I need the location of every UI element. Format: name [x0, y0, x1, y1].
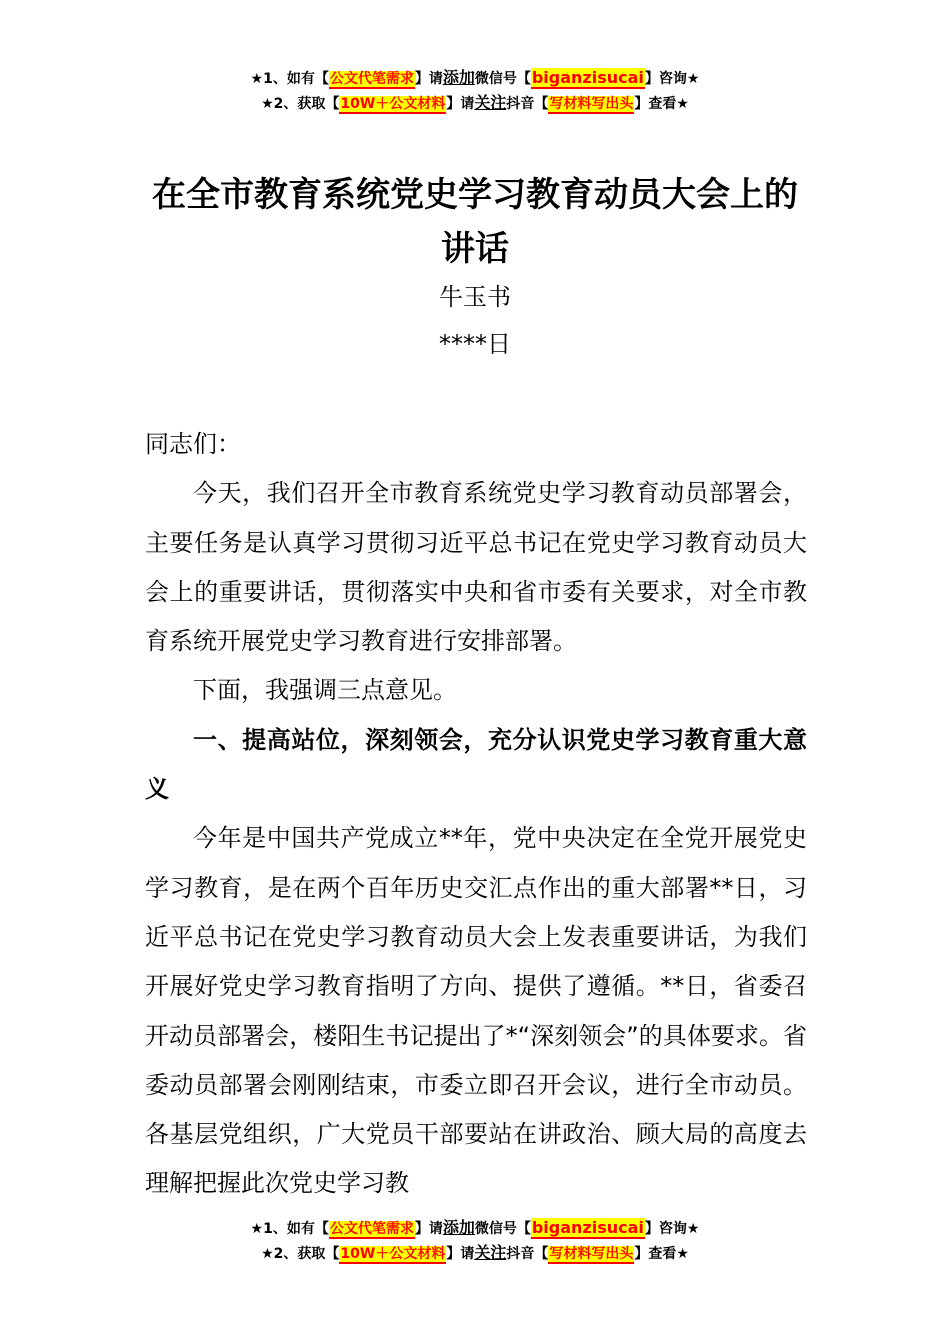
document-title: 在全市教育系统党史学习教育动员大会上的讲话 — [152, 175, 798, 269]
banner-text: 微信号【 — [474, 1221, 531, 1237]
banner-line-1 — [0, 1216, 950, 1241]
banner-text: 】咨询★ — [644, 1221, 700, 1237]
banner-text: 】请 — [446, 96, 475, 112]
banner-text: ★2、获取【 — [261, 1246, 340, 1262]
banner-text: 】请 — [446, 1246, 475, 1262]
banner-highlight: 10W＋公文材料 — [340, 96, 446, 112]
banner-text: ★1、如有【 — [250, 71, 329, 87]
banner-wechat-id: biganzisucai — [531, 1218, 644, 1237]
banner-douyin-id: 写材料写出头 — [549, 96, 634, 112]
banner-text: ★1、如有【 — [250, 1221, 329, 1237]
banner-underline: 添加 — [442, 68, 475, 87]
banner-text: 抖音【 — [506, 96, 549, 112]
paragraph: 下面，我强调三点意见。 — [193, 676, 457, 705]
footer-banner — [0, 1216, 950, 1266]
document-date: ****日 — [439, 330, 511, 358]
banner-text: 微信号【 — [474, 71, 531, 87]
banner-line-2 — [0, 91, 950, 116]
banner-line-1 — [0, 66, 950, 91]
author-name: 牛玉书 — [439, 283, 511, 311]
banner-underline: 添加 — [442, 1218, 475, 1237]
banner-line-2 — [0, 1241, 950, 1266]
banner-highlight: 公文代笔需求 — [329, 71, 414, 87]
document-body — [145, 420, 807, 1209]
banner-underline: 关注 — [474, 93, 507, 112]
banner-douyin-id: 写材料写出头 — [549, 1246, 634, 1262]
banner-wechat-id: biganzisucai — [531, 68, 644, 87]
banner-highlight: 公文代笔需求 — [329, 1221, 414, 1237]
banner-highlight: 10W＋公文材料 — [340, 1246, 446, 1262]
paragraph: 今年是中国共产党成立**年，党中央决定在全党开展党史学习教育，是在两个百年历史交汇点作出的重大部署**日，习近平总书记在党史学习教育动员大会上发表重要讲话，为我们开展好党史学习教育指明了方向、提供了遵循。**日，省委召开动员部署会，楼阳生书记提出了*“深刻领会”的具体要求。省委动员部署会刚刚结束，市委立即召开会议，进行全市动员。各基层党组织，广大党员干部要站在讲政治、顾大局的高度去理解把握此次党史学习教 — [145, 824, 807, 1198]
salutation: 同志们： — [145, 430, 241, 458]
banner-text: 】查看★ — [634, 1246, 689, 1262]
paragraph: 今天，我们召开全市教育系统党史学习教育动员部署会，主要任务是认真学习贯彻习近平总书记在党史学习教育动员大会上的重要讲话，贯彻落实中央和省市委有关要求，对全市教育系统开展党史学习教育进行安排部署。 — [145, 479, 807, 656]
banner-text: ★2、获取【 — [261, 96, 340, 112]
banner-text: 抖音【 — [506, 1246, 549, 1262]
banner-text: 】咨询★ — [644, 71, 700, 87]
banner-text: 】请 — [414, 71, 443, 87]
banner-text: 】请 — [414, 1221, 443, 1237]
header-banner — [0, 66, 950, 116]
banner-underline: 关注 — [474, 1243, 507, 1262]
banner-text: 】查看★ — [634, 96, 689, 112]
section-heading: 一、提高站位，深刻领会，充分认识党史学习教育重大意义 — [145, 725, 807, 804]
